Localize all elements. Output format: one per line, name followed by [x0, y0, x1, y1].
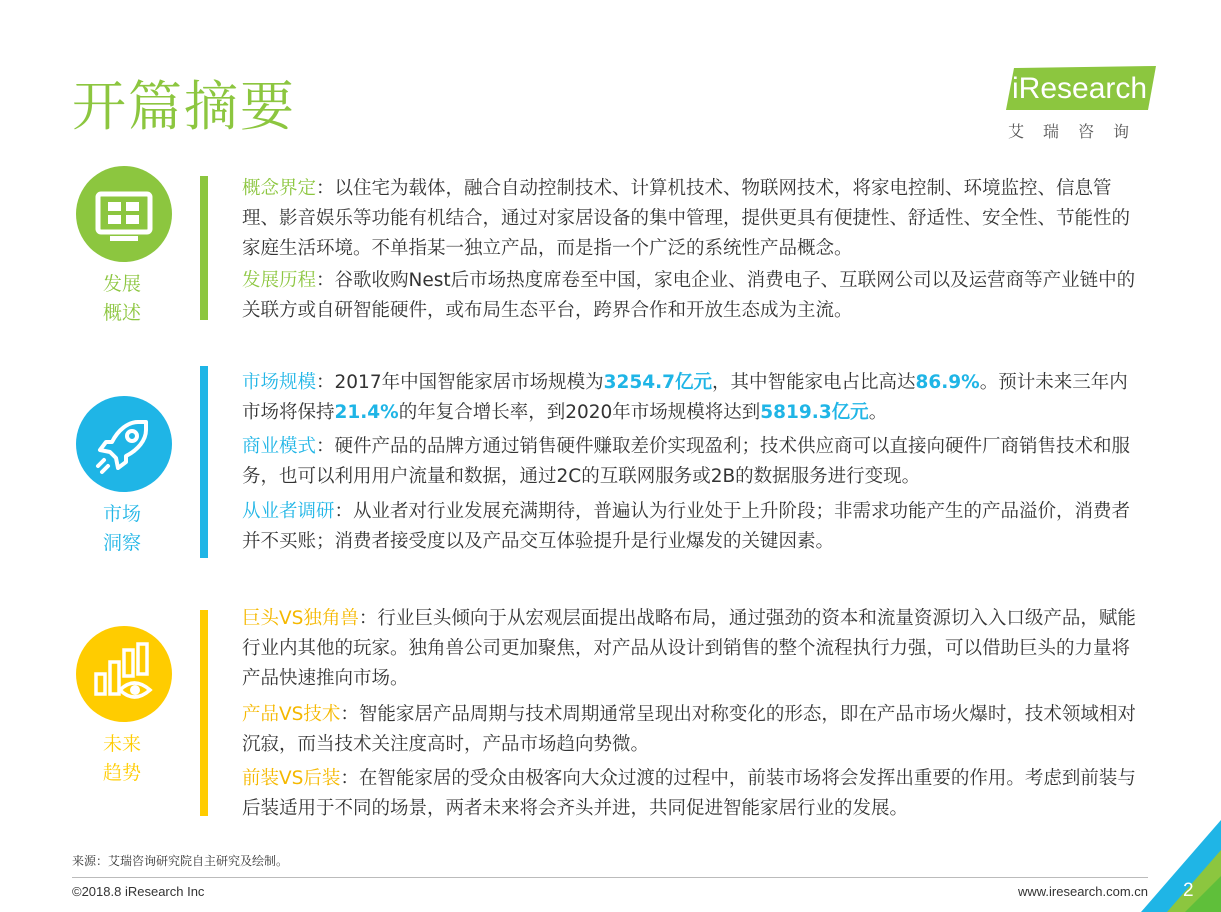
footer-divider — [72, 877, 1148, 878]
logo-brand: iResearch — [1012, 72, 1148, 105]
para-lead: 发展历程 — [242, 270, 317, 291]
section2-label-line2: 洞察 — [102, 532, 141, 554]
para-lead: 从业者调研 — [242, 501, 335, 522]
source-note: 来源：艾瑞咨询研究院自主研究及绘制。 — [72, 854, 289, 868]
section3-para2 — [242, 700, 1142, 760]
section1-label — [74, 270, 170, 328]
highlight-value: 5819.3亿元 — [760, 402, 869, 423]
highlight-value: 21.4% — [334, 402, 399, 423]
section1-para2 — [242, 266, 1142, 326]
section2-bar — [200, 366, 208, 558]
iresearch-logo — [1006, 66, 1156, 141]
highlight-value: 86.9% — [915, 372, 980, 393]
website-link[interactable]: www.iresearch.com.cn — [1017, 884, 1148, 899]
section2-para1 — [242, 368, 1142, 428]
section2-label-line1: 市场 — [102, 503, 141, 525]
section1-label-line2: 概述 — [102, 302, 141, 324]
section2-icon-circle — [76, 396, 172, 492]
page-number: 2 — [1183, 880, 1194, 901]
para-text: ：硬件产品的品牌方通过销售硬件赚取差价实现盈利；技术供应商可以直接向硬件厂商销售技术和服务，也可以利用用户流量和数据，通过2C的互联网服务或2B的数据服务进行变现。 — [242, 436, 1131, 487]
para-lead: 前装VS后装 — [242, 768, 341, 789]
section3-label-line1: 未来 — [102, 733, 141, 755]
section1-para1 — [242, 174, 1142, 264]
section2-para2 — [242, 432, 1142, 492]
section3-para1 — [242, 604, 1142, 694]
para-text: 。 — [868, 402, 888, 423]
logo-cn: 艾瑞咨询 — [1008, 122, 1149, 141]
corner-decoration-icon — [1141, 820, 1221, 912]
copyright: ©2018.8 iResearch Inc — [72, 884, 205, 899]
para-lead: 概念界定 — [242, 178, 317, 199]
section2-para3 — [242, 497, 1142, 557]
para-text: ：智能家居产品周期与技术周期通常呈现出对称变化的形态，即在产品市场火爆时，技术领域相对沉寂，而当技术关注度高时，产品市场趋向势微。 — [242, 704, 1136, 755]
chart-eye-icon — [76, 626, 172, 722]
rocket-icon — [76, 396, 172, 492]
section3-icon-circle — [76, 626, 172, 722]
para-lead: 产品VS技术 — [242, 704, 341, 725]
section3-label — [74, 730, 170, 788]
para-text: ，其中智能家电占比高达 — [712, 372, 916, 393]
section3-label-line2: 趋势 — [102, 762, 141, 784]
dashboard-monitor-icon — [76, 166, 172, 262]
page-title: 开篇摘要 — [72, 75, 296, 138]
para-lead: 巨头VS独角兽 — [242, 608, 359, 629]
section3-bar — [200, 610, 208, 816]
para-text: 的年复合增长率，到2020年市场规模将达到 — [398, 402, 761, 423]
para-text: ：在智能家居的受众由极客向大众过渡的过程中，前装市场将会发挥出重要的作用。考虑到前装与后装适用于不同的场景，两者未来将会齐头并进，共同促进智能家居行业的发展。 — [242, 768, 1136, 819]
para-lead: 市场规模 — [242, 372, 317, 393]
para-text: 。预计未来三年内市场将保持 — [242, 372, 1128, 423]
para-text: ：以住宅为载体，融合自动控制技术、计算机技术、物联网技术，将家电控制、环境监控、信息管理、影音娱乐等功能有机结合，通过对家居设备的集中管理，提供更具有便捷性、舒适性、安全性、节能性的家庭生活环境。不单指某一独立产品，而是指一个广泛的系统性产品概念。 — [242, 178, 1131, 259]
section2-label — [74, 500, 170, 558]
para-text: ：2017年中国智能家居市场规模为 — [316, 372, 604, 393]
highlight-value: 3254.7亿元 — [603, 372, 712, 393]
section3-para3 — [242, 764, 1142, 824]
para-text: ：谷歌收购Nest后市场热度席卷至中国，家电企业、消费电子、互联网公司以及运营商等产业链中的关联方或自研智能硬件，或布局生态平台，跨界合作和开放生态成为主流。 — [242, 270, 1136, 321]
section1-label-line1: 发展 — [102, 273, 141, 295]
section1-icon-circle — [76, 166, 172, 262]
para-text: ：从业者对行业发展充满期待，普遍认为行业处于上升阶段；非需求功能产生的产品溢价，消费者并不买账；消费者接受度以及产品交互体验提升是行业爆发的关键因素。 — [242, 501, 1131, 552]
para-text: ：行业巨头倾向于从宏观层面提出战略布局，通过强劲的资本和流量资源切入入口级产品，赋能行业内其他的玩家。独角兽公司更加聚焦，对产品从设计到销售的整个流程执行力强，可以借助巨头的力量将产品快速推向市场。 — [242, 608, 1136, 689]
para-lead: 商业模式 — [242, 436, 317, 457]
section1-bar — [200, 176, 208, 320]
